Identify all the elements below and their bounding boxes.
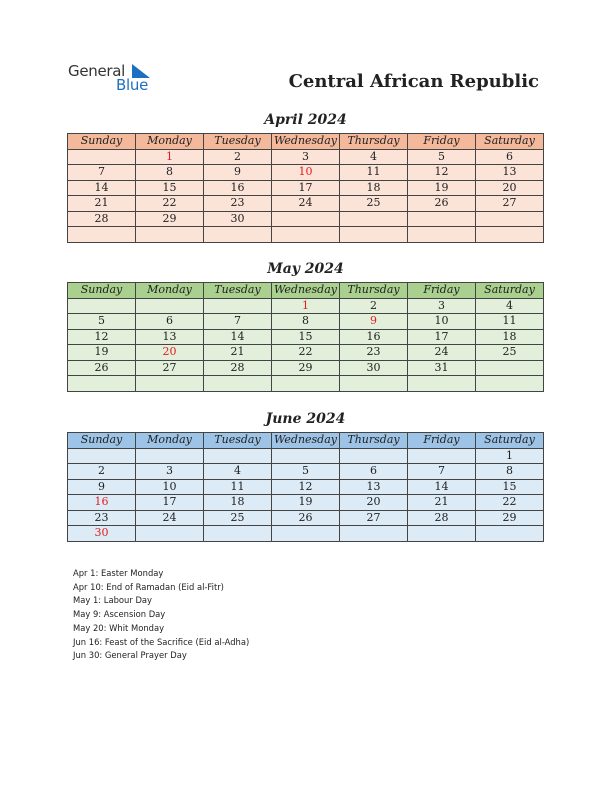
day-cell: 14 <box>68 180 136 196</box>
day-cell: 4 <box>476 298 544 314</box>
day-cell: 18 <box>340 180 408 196</box>
day-cell: 1 <box>476 448 544 464</box>
day-cell: 15 <box>272 329 340 345</box>
day-cell: 28 <box>68 211 136 227</box>
empty-day-cell <box>408 526 476 542</box>
day-cell: 21 <box>408 495 476 511</box>
day-cell: 2 <box>68 464 136 480</box>
day-cell: 17 <box>272 180 340 196</box>
empty-day-cell <box>204 448 272 464</box>
generalblue-logo <box>68 62 178 98</box>
day-cell: 18 <box>476 329 544 345</box>
day-cell: 20 <box>476 180 544 196</box>
weekday-header: Sunday <box>68 283 136 299</box>
day-cell: 17 <box>136 495 204 511</box>
holiday-day-cell: 20 <box>136 345 204 361</box>
weekday-header-row <box>68 433 544 449</box>
week-row <box>68 180 544 196</box>
day-cell: 11 <box>476 314 544 330</box>
day-cell: 2 <box>340 298 408 314</box>
empty-day-cell <box>272 448 340 464</box>
week-row <box>68 495 544 511</box>
empty-day-cell <box>204 298 272 314</box>
day-cell: 25 <box>340 196 408 212</box>
empty-day-cell <box>476 227 544 243</box>
week-row <box>68 227 544 243</box>
holiday-note: May 1: Labour Day <box>73 595 152 606</box>
weekday-header: Friday <box>408 433 476 449</box>
empty-day-cell <box>272 526 340 542</box>
weekday-header: Friday <box>408 283 476 299</box>
day-cell: 4 <box>204 464 272 480</box>
empty-day-cell <box>136 298 204 314</box>
month-title-june: June 2024 <box>265 411 346 427</box>
calendar-june <box>67 432 544 542</box>
week-row <box>68 376 544 392</box>
empty-day-cell <box>408 448 476 464</box>
day-cell: 9 <box>204 165 272 181</box>
day-cell: 19 <box>68 345 136 361</box>
day-cell: 24 <box>272 196 340 212</box>
day-cell: 7 <box>68 165 136 181</box>
month-title-may: May 2024 <box>267 261 344 277</box>
empty-day-cell <box>476 376 544 392</box>
day-cell: 30 <box>204 211 272 227</box>
weekday-header: Monday <box>136 134 204 150</box>
empty-day-cell <box>68 376 136 392</box>
holiday-notes <box>73 567 249 663</box>
holiday-note: May 20: Whit Monday <box>73 622 165 633</box>
weekday-header-row <box>68 283 544 299</box>
day-cell: 23 <box>340 345 408 361</box>
empty-day-cell <box>136 448 204 464</box>
weekday-header-row <box>68 134 544 150</box>
week-row <box>68 298 544 314</box>
day-cell: 27 <box>476 196 544 212</box>
week-row <box>68 314 544 330</box>
day-cell: 20 <box>340 495 408 511</box>
day-cell: 29 <box>136 211 204 227</box>
day-cell: 13 <box>340 479 408 495</box>
day-cell: 2 <box>204 149 272 165</box>
empty-day-cell <box>408 227 476 243</box>
weekday-header: Saturday <box>476 283 544 299</box>
weekday-header: Tuesday <box>204 134 272 150</box>
day-cell: 7 <box>204 314 272 330</box>
empty-day-cell <box>340 448 408 464</box>
empty-day-cell <box>476 526 544 542</box>
day-cell: 22 <box>476 495 544 511</box>
holiday-day-cell: 30 <box>68 526 136 542</box>
week-row <box>68 464 544 480</box>
weekday-header: Sunday <box>68 433 136 449</box>
weekday-header: Wednesday <box>272 433 340 449</box>
day-cell: 18 <box>204 495 272 511</box>
week-row <box>68 479 544 495</box>
holiday-day-cell: 9 <box>340 314 408 330</box>
day-cell: 26 <box>408 196 476 212</box>
day-cell: 26 <box>272 510 340 526</box>
day-cell: 23 <box>204 196 272 212</box>
day-cell: 14 <box>204 329 272 345</box>
holiday-note: Apr 1: Easter Monday <box>73 568 164 578</box>
weekday-header: Thursday <box>340 134 408 150</box>
day-cell: 22 <box>272 345 340 361</box>
logo-word-blue: Blue <box>116 76 148 94</box>
empty-day-cell <box>204 376 272 392</box>
empty-day-cell <box>408 211 476 227</box>
empty-day-cell <box>68 448 136 464</box>
day-cell: 7 <box>408 464 476 480</box>
weekday-header: Monday <box>136 433 204 449</box>
day-cell: 12 <box>408 165 476 181</box>
day-cell: 8 <box>272 314 340 330</box>
weekday-header: Saturday <box>476 433 544 449</box>
day-cell: 14 <box>408 479 476 495</box>
empty-day-cell <box>204 526 272 542</box>
holiday-note: Jun 16: Feast of the Sacrifice (Eid al-Adha) <box>73 636 250 647</box>
empty-day-cell <box>68 298 136 314</box>
empty-day-cell <box>476 211 544 227</box>
calendar-body <box>68 298 544 391</box>
day-cell: 3 <box>272 149 340 165</box>
week-row <box>68 211 544 227</box>
week-row <box>68 329 544 345</box>
calendar-body <box>68 448 544 541</box>
month-title-april: April 2024 <box>264 112 347 128</box>
day-cell: 5 <box>68 314 136 330</box>
weekday-header: Thursday <box>340 283 408 299</box>
day-cell: 24 <box>136 510 204 526</box>
day-cell: 23 <box>68 510 136 526</box>
holiday-day-cell: 16 <box>68 495 136 511</box>
day-cell: 19 <box>408 180 476 196</box>
empty-day-cell <box>136 227 204 243</box>
day-cell: 5 <box>272 464 340 480</box>
weekday-header: Thursday <box>340 433 408 449</box>
week-row <box>68 510 544 526</box>
week-row <box>68 196 544 212</box>
day-cell: 24 <box>408 345 476 361</box>
empty-day-cell <box>340 376 408 392</box>
empty-day-cell <box>68 149 136 165</box>
day-cell: 28 <box>204 360 272 376</box>
holiday-day-cell: 1 <box>272 298 340 314</box>
empty-day-cell <box>272 376 340 392</box>
empty-day-cell <box>272 211 340 227</box>
day-cell: 10 <box>408 314 476 330</box>
empty-day-cell <box>340 211 408 227</box>
day-cell: 3 <box>408 298 476 314</box>
day-cell: 8 <box>136 165 204 181</box>
week-row <box>68 526 544 542</box>
week-row <box>68 448 544 464</box>
day-cell: 29 <box>476 510 544 526</box>
day-cell: 12 <box>272 479 340 495</box>
day-cell: 3 <box>136 464 204 480</box>
day-cell: 11 <box>340 165 408 181</box>
day-cell: 29 <box>272 360 340 376</box>
calendar-body <box>68 149 544 242</box>
day-cell: 21 <box>68 196 136 212</box>
day-cell: 10 <box>136 479 204 495</box>
weekday-header: Tuesday <box>204 433 272 449</box>
empty-day-cell <box>340 227 408 243</box>
empty-day-cell <box>272 227 340 243</box>
week-row <box>68 149 544 165</box>
day-cell: 26 <box>68 360 136 376</box>
holiday-note: May 9: Ascension Day <box>73 609 166 620</box>
calendar-april <box>67 133 544 243</box>
weekday-header: Wednesday <box>272 283 340 299</box>
day-cell: 11 <box>204 479 272 495</box>
day-cell: 5 <box>408 149 476 165</box>
calendar-may <box>67 282 544 392</box>
day-cell: 21 <box>204 345 272 361</box>
empty-day-cell <box>68 227 136 243</box>
empty-day-cell <box>476 360 544 376</box>
day-cell: 6 <box>136 314 204 330</box>
day-cell: 12 <box>68 329 136 345</box>
day-cell: 15 <box>476 479 544 495</box>
day-cell: 25 <box>204 510 272 526</box>
day-cell: 6 <box>476 149 544 165</box>
day-cell: 15 <box>136 180 204 196</box>
day-cell: 13 <box>476 165 544 181</box>
day-cell: 16 <box>204 180 272 196</box>
day-cell: 19 <box>272 495 340 511</box>
weekday-header: Monday <box>136 283 204 299</box>
day-cell: 22 <box>136 196 204 212</box>
empty-day-cell <box>340 526 408 542</box>
holiday-note: Jun 30: General Prayer Day <box>73 650 187 661</box>
day-cell: 9 <box>68 479 136 495</box>
day-cell: 13 <box>136 329 204 345</box>
empty-day-cell <box>136 376 204 392</box>
holiday-note: Apr 10: End of Ramadan (Eid al-Fitr) <box>73 581 224 592</box>
holiday-day-cell: 1 <box>136 149 204 165</box>
weekday-header: Sunday <box>68 134 136 150</box>
day-cell: 30 <box>340 360 408 376</box>
day-cell: 27 <box>136 360 204 376</box>
week-row <box>68 165 544 181</box>
logo-word-general: General <box>68 62 126 80</box>
day-cell: 17 <box>408 329 476 345</box>
day-cell: 6 <box>340 464 408 480</box>
week-row <box>68 345 544 361</box>
weekday-header: Friday <box>408 134 476 150</box>
day-cell: 28 <box>408 510 476 526</box>
holiday-day-cell: 10 <box>272 165 340 181</box>
country-title: Central African Republic <box>288 71 539 92</box>
weekday-header: Wednesday <box>272 134 340 150</box>
day-cell: 16 <box>340 329 408 345</box>
day-cell: 27 <box>340 510 408 526</box>
week-row <box>68 360 544 376</box>
empty-day-cell <box>408 376 476 392</box>
day-cell: 8 <box>476 464 544 480</box>
day-cell: 31 <box>408 360 476 376</box>
weekday-header: Tuesday <box>204 283 272 299</box>
empty-day-cell <box>204 227 272 243</box>
day-cell: 25 <box>476 345 544 361</box>
weekday-header: Saturday <box>476 134 544 150</box>
empty-day-cell <box>136 526 204 542</box>
day-cell: 4 <box>340 149 408 165</box>
